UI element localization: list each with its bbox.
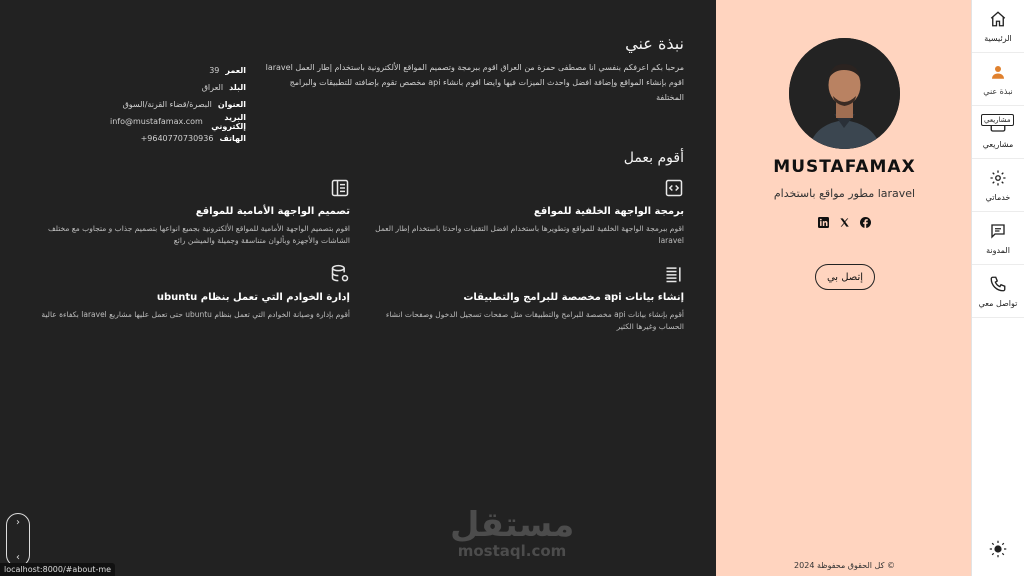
info-row-age	[110, 62, 246, 79]
info-row-phone	[110, 130, 246, 147]
info-row-address	[110, 96, 246, 113]
info-key: البريد إلكتروني	[211, 112, 246, 131]
nav-label: المدونة	[986, 245, 1010, 255]
watermark-latin: mostaql.com	[457, 542, 567, 560]
service-title: برمجة الواجهة الخلفية للمواقع	[533, 206, 684, 217]
social-links	[716, 213, 973, 232]
nav-item-services[interactable]	[972, 159, 1024, 212]
info-key: العنوان	[217, 100, 246, 109]
nav-item-projects[interactable]	[972, 106, 1024, 159]
code-icon	[664, 183, 684, 202]
service-desc: اقوم بتصميم الواجهة الأمامية للمواقع الألكترونية بجميع انواعها بتصميم جذاب و متجاوب مع مختلف الشاشات والأجهزة وبألوان متناسقة وجميلة والميشن رائع	[48, 224, 350, 245]
info-value: العراق	[201, 83, 224, 92]
info-value: 39	[209, 66, 220, 75]
home-icon	[989, 10, 1007, 30]
nav-label: الرئيسية	[984, 33, 1012, 43]
info-key: البلد	[229, 83, 246, 92]
slider-next-button[interactable]: ›	[16, 517, 20, 528]
profile-card	[716, 0, 973, 576]
service-api	[374, 264, 684, 333]
phone-icon	[989, 275, 1007, 295]
profile-role: مطور مواقع باستخدام laravel	[773, 187, 916, 200]
nav-label: مشاريعي	[982, 139, 1014, 149]
message-icon	[989, 222, 1007, 242]
personal-info	[110, 62, 246, 147]
layout-icon	[330, 183, 350, 202]
nav-label: نبذة عني	[983, 86, 1013, 96]
service-title: إدارة الخوادم التي تعمل بنظام ubuntu	[156, 292, 350, 303]
service-desc: أقوم بإدارة وصيانة الخوادم التي تعمل بنظام ubuntu حتى تعمل عليها مشاريع laravel بكفاءة عالية	[41, 310, 350, 319]
nav-tooltip: مشاريعي	[981, 114, 1014, 126]
info-value: البصرة/قضاء القرنة/السوق	[122, 100, 212, 109]
nav-label: خدماتي	[985, 192, 1011, 202]
sidebar-nav	[971, 0, 1024, 576]
copyright: كل الحقوق محفوظة 2024 ©	[794, 561, 895, 570]
theme-toggle[interactable]	[972, 540, 1024, 562]
about-title: نبذة عني	[625, 34, 684, 53]
info-key: الهاتف	[219, 134, 246, 143]
user-icon	[989, 63, 1007, 83]
sun-icon	[989, 540, 1007, 562]
info-key: العمر	[225, 66, 246, 75]
info-row-country	[110, 79, 246, 96]
nav-item-home[interactable]	[972, 0, 1024, 53]
x-twitter-icon[interactable]	[839, 213, 850, 232]
contact-button[interactable]: إتصل بي	[815, 264, 875, 290]
watermark-arabic: مستقل	[450, 505, 575, 545]
mostaql-watermark	[450, 505, 575, 560]
service-desc: اقوم ببرمجة الواجهة الخلفية للمواقع وتطويرها باستخدام افضل التقنيات واحدثا باستخدام إطار العمل laravel	[375, 224, 684, 245]
gear-icon	[989, 169, 1007, 189]
nav-label: تواصل معي	[978, 298, 1018, 308]
info-value: +9640770730936	[140, 134, 214, 143]
status-bar-url: localhost:8000/#about-me	[0, 563, 115, 576]
work-title: أقوم بعمل	[623, 150, 684, 166]
database-gear-icon	[330, 269, 350, 288]
info-row-email	[110, 113, 246, 130]
slider-prev-button[interactable]: ‹	[16, 552, 20, 563]
nav-item-contact[interactable]	[972, 265, 1024, 318]
linkedin-icon[interactable]	[818, 213, 829, 232]
slider-control	[6, 513, 30, 567]
service-backend	[374, 178, 684, 247]
service-desc: أقوم بإنشاء بيانات api مخصصة للبرامج والتطبيقات مثل صفحات تسجيل الدخول وصفحات انشاء الحساب وغيرها الكثير	[385, 310, 684, 331]
profile-name: MUSTAFAMAX	[773, 157, 916, 177]
nav-item-about[interactable]	[972, 53, 1024, 106]
service-title: تصميم الواجهة الأمامية للمواقع	[195, 206, 350, 217]
service-title: إنشاء بيانات api مخصصة للبرامج والتطبيقات	[463, 292, 684, 303]
about-text: مرحبا بكم اعرفكم بنفسي انا مصطفى حمزة من العراق اقوم ببرمجة وتصميم المواقع الألكترونية باستخدام إطار العمل laravel اقوم بإنشاء المواقع وإضافة افضل واحدث الميزات فيها وايضا اقوم بانشاء api مخصص تقوم بإضافته للتطبيقات والبرامج المختلفة	[265, 63, 684, 102]
info-value: info@mustafamax.com	[110, 117, 203, 126]
avatar	[789, 38, 900, 149]
service-servers	[40, 264, 350, 321]
service-frontend	[40, 178, 350, 247]
facebook-icon[interactable]	[860, 213, 871, 232]
list-icon	[664, 269, 684, 288]
nav-item-blog[interactable]	[972, 212, 1024, 265]
